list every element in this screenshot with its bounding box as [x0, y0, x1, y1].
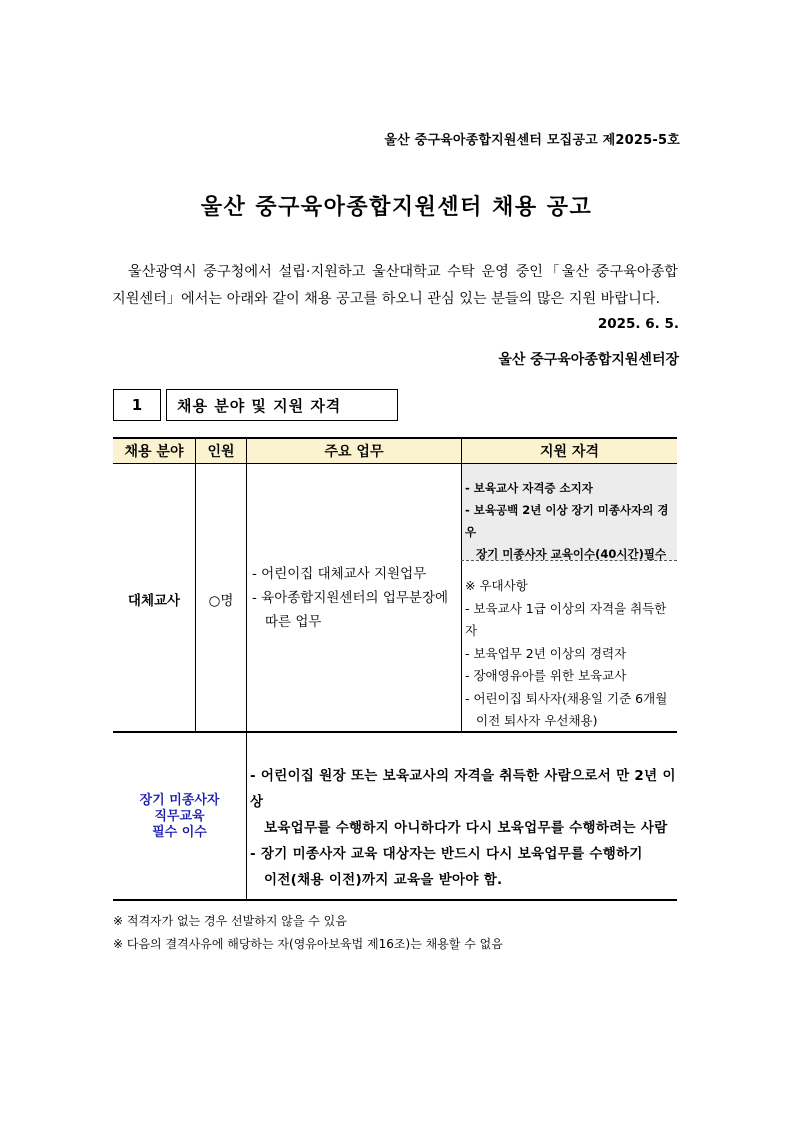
field-substitute-teacher: 대체교사: [127, 593, 181, 609]
training-label-line: 장기 미종사자: [139, 793, 220, 808]
header-duties: 주요 업무: [324, 444, 384, 460]
training-item: 이전(채용 이전)까지 교육을 받아야 함.: [264, 872, 503, 888]
preference-item: - 어린이집 퇴사자(채용일 기준 6개월: [465, 690, 668, 706]
notice-number: 울산 중구육아종합지원센터 모집공고 제2025-5호: [384, 133, 680, 148]
column-divider-3: [461, 438, 462, 732]
section-title: 채용 분야 및 지원 자격: [166, 389, 398, 421]
issuer-name: 울산 중구육아종합지원센터장: [498, 352, 679, 368]
training-label-line: 필수 이수: [152, 825, 207, 840]
training-item: - 장기 미종사자 교육 대상자는 반드시 다시 보육업무를 수행하기: [250, 846, 643, 862]
requirement-item: - 보육교사 자격증 소지자: [465, 481, 593, 495]
duties-list: [252, 562, 460, 634]
duty-item: - 어린이집 대체교사 지원업무: [252, 566, 427, 582]
training-requirements: [250, 763, 677, 893]
footnote-no-qualified: ※ 적격자가 없는 경우 선발하지 않을 수 있음: [113, 914, 347, 928]
duty-item: - 육아종합지원센터의 업무분장에: [252, 590, 449, 606]
training-item: - 어린이집 원장 또는 보육교사의 자격을 취득한 사람으로서 만 2년 이상: [250, 768, 676, 810]
preferences-title: ※ 우대사항: [465, 578, 528, 593]
training-label-line: 직무교육: [154, 809, 205, 824]
headcount: ○명: [208, 593, 234, 609]
intro-line-1: 울산광역시 중구청에서 설립·지원하고 울산대학교 수탁 운영 중인「울산 중구육아종합: [128, 264, 678, 280]
header-field: 채용 분야: [124, 444, 184, 460]
table-bottom-border: [113, 899, 677, 901]
preferences-list: [465, 575, 677, 733]
footnote-disqualification: ※ 다음의 결격사유에 해당하는 자(영유아보육법 제16조)는 채용할 수 없음: [113, 937, 503, 951]
requirements-list: [465, 477, 677, 565]
column-divider-2: [246, 438, 247, 901]
header-qualifications: 지원 자격: [540, 444, 599, 460]
training-field-label: [113, 793, 246, 841]
section-number: 1: [113, 389, 161, 421]
page-title: 울산 중구육아종합지원센터 채용 공고: [200, 195, 593, 220]
duty-item: 따른 업무: [265, 614, 322, 630]
preference-item: 이전 퇴사자 우선채용): [476, 713, 598, 728]
column-divider-1: [195, 438, 196, 732]
intro-line-2: 지원센터」에서는 아래와 같이 채용 공고를 하오니 관심 있는 분들의 많은 지원 바랍니다.: [112, 291, 660, 307]
notice-date: 2025. 6. 5.: [597, 316, 679, 332]
preference-item: - 보육교사 1급 이상의 자격을 취득한 자: [465, 600, 667, 638]
requirement-item: 장기 미종사자 교육이수(40시간)필수: [476, 547, 667, 561]
preference-item: - 장애영유아를 위한 보육교사: [465, 668, 627, 683]
requirement-item: - 보육공백 2년 이상 장기 미종사자의 경우: [465, 503, 669, 539]
preference-item: - 보육업무 2년 이상의 경력자: [465, 645, 627, 661]
header-count: 인원: [207, 444, 235, 460]
training-item: 보육업무를 수행하지 아니하다가 다시 보육업무를 수행하려는 사람: [264, 820, 668, 836]
intro-paragraph: [112, 259, 678, 313]
